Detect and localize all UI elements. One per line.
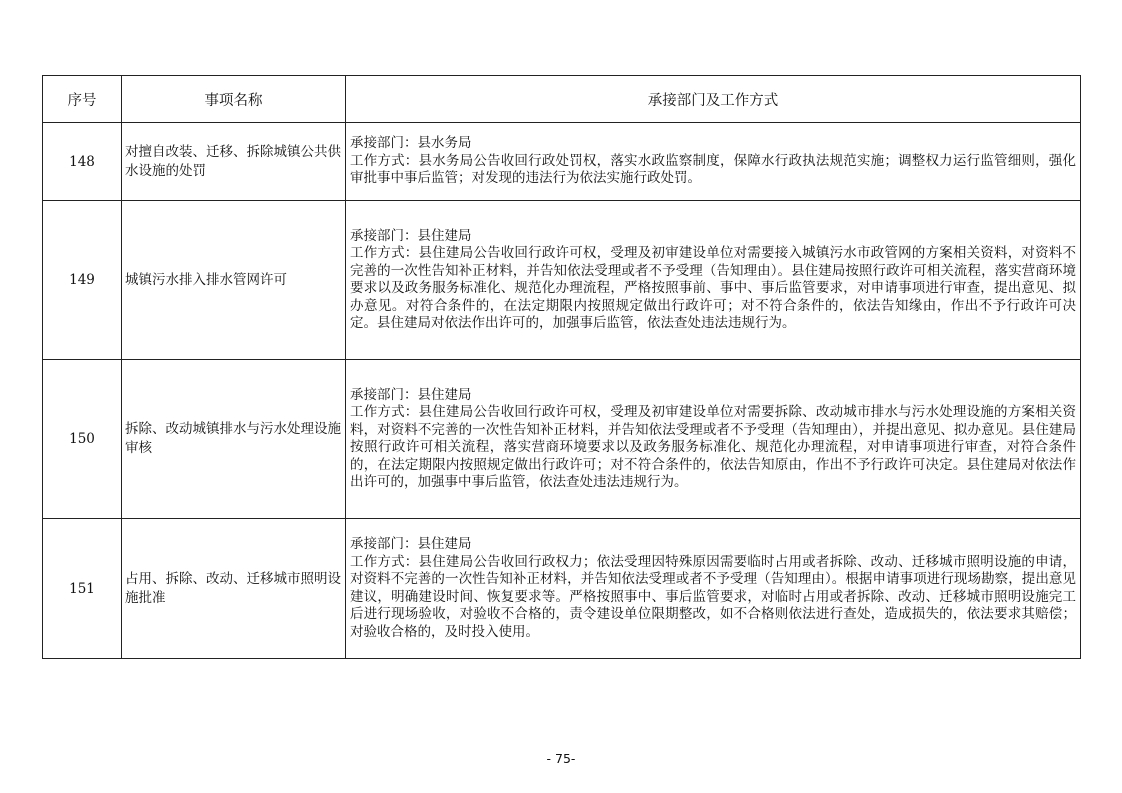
table-row (43, 201, 1081, 360)
row-method: 工作方式：县住建局公告收回行政权力；依法受理因特殊原因需要临时占用或者拆除、改动、迁移城市照明设施的申请，对资料不完善的一次性告知补正材料，并告知依法受理或者不予受理（告知理由）。根据申请事项进行现场勘察，提出意见建议，明确建设时间、恢复要求等。严格按照事中、事后监管要求，对临时占用或者拆除、改动、迁移城市照明设施完工后进行现场验收，对验收不合格的，责令建设单位限期整改，如不合格则依法进行查处，造成损失的，依法要求其赔偿；对验收合格的，及时投入使用。 (350, 553, 1076, 640)
table-row (43, 123, 1081, 201)
row-number: 149 (43, 201, 122, 360)
row-department: 承接部门：县住建局 (350, 227, 472, 244)
row-detail (346, 123, 1081, 201)
row-item-name: 对擅自改装、迁移、拆除城镇公共供水设施的处罚 (122, 123, 346, 201)
header-department-method: 承接部门及工作方式 (346, 76, 1081, 123)
items-table (42, 75, 1081, 659)
row-detail (346, 360, 1081, 519)
row-department: 承接部门：县住建局 (350, 536, 472, 552)
page-number: - 75- (546, 751, 576, 766)
header-item-name: 事项名称 (122, 76, 346, 123)
row-method: 工作方式：县住建局公告收回行政许可权，受理及初审建设单位对需要拆除、改动城市排水与污水处理设施的方案相关资料，对资料不完善的一次性告知补正材料，并告知依法受理或者不予受理（告知理由），并提出意见、拟办意见。县住建局按照行政许可相关流程，落实营商环境要求以及政务服务标准化、规范化办理流程，对申请事项进行审查，对符合条件的，在法定期限内按照规定做出行政许可；对不符合条件的，依法告知原由，作出不予行政许可决定。县住建局对依法作出许可的，加强事中事后监管，依法查处违法违规行为。 (350, 404, 1076, 490)
table-header-row (43, 76, 1081, 123)
table-row (43, 519, 1081, 659)
row-number: 151 (43, 519, 122, 659)
row-method: 工作方式：县住建局公告收回行政许可权，受理及初审建设单位对需要接入城镇污水市政管网的方案相关资料，对资料不完善的一次性告知补正材料，并告知依法受理或者不予受理（告知理由）。县住建局按照行政许可相关流程，落实营商环境要求以及政务服务标准化、规范化办理流程，严格按照事前、事中、事后监管要求，对申请事项进行审查，提出意见、拟办意见。对符合条件的，在法定期限内按照规定做出行政许可；对不符合条件的，依法告知缘由，作出不予行政许可决定。县住建局对依法作出许可的，加强事后监管，依法查处违法违规行为。 (350, 245, 1076, 331)
row-detail (346, 201, 1081, 360)
table-row (43, 360, 1081, 519)
header-number: 序号 (43, 76, 122, 123)
row-department: 承接部门：县住建局 (350, 386, 472, 403)
row-detail (346, 519, 1081, 659)
row-number: 150 (43, 360, 122, 519)
row-number: 148 (43, 123, 122, 201)
row-item-name: 拆除、改动城镇排水与污水处理设施审核 (122, 360, 346, 519)
row-department: 承接部门：县水务局 (350, 135, 472, 152)
row-method: 工作方式：县水务局公告收回行政处罚权，落实水政监察制度，保障水行政执法规范实施；调整权力运行监管细则，强化审批事中事后监管；对发现的违法行为依法实施行政处罚。 (350, 152, 1076, 187)
row-item-name: 城镇污水排入排水管网许可 (122, 201, 346, 360)
row-item-name: 占用、拆除、改动、迁移城市照明设施批准 (122, 519, 346, 659)
